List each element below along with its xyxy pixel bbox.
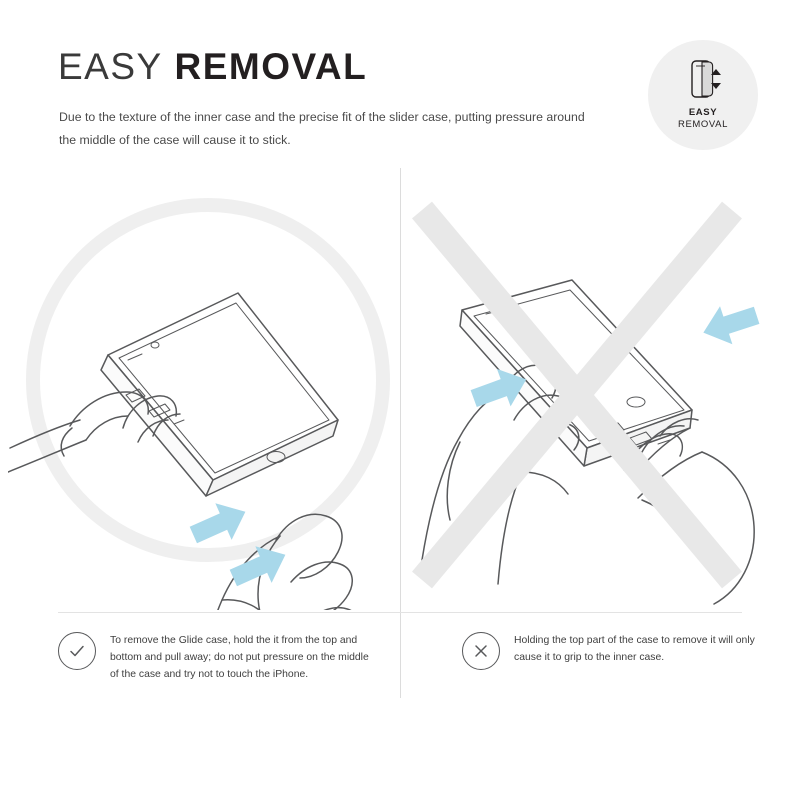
cross-badge xyxy=(462,632,500,670)
badge-line-2: REMOVAL xyxy=(678,119,728,130)
phone-case-badge-icon xyxy=(678,59,728,101)
caption-incorrect xyxy=(462,630,762,670)
horizontal-divider xyxy=(58,612,742,613)
page-title-light: EASY xyxy=(58,46,163,87)
page-title xyxy=(58,48,367,85)
arrow-blue-right xyxy=(697,296,763,351)
caption-correct-text: To remove the Glide case, hold the it from the top and bottom and pull away; do not put pressure on the middle of the case and try not to touch the iPhone. xyxy=(110,635,369,681)
caption-correct xyxy=(58,630,378,683)
grey-cross-overlay xyxy=(422,210,732,580)
checkmark-icon xyxy=(68,642,86,660)
illustration-incorrect-method xyxy=(402,180,792,610)
badge-line-1: EASY xyxy=(688,107,718,119)
easy-removal-badge xyxy=(648,40,758,150)
page-subtitle: Due to the texture of the inner case and the precise fit of the slider case, putting pressure around the middle of the case will cause it to stick. xyxy=(59,110,585,147)
checkmark-badge xyxy=(58,632,96,670)
vertical-divider xyxy=(400,168,401,698)
page-title-bold: REMOVAL xyxy=(174,46,368,87)
cross-icon xyxy=(472,642,490,660)
caption-incorrect-text: Holding the top part of the case to remove it will only cause it to grip to the inner case. xyxy=(514,635,755,664)
illustration-correct-method xyxy=(8,180,398,610)
